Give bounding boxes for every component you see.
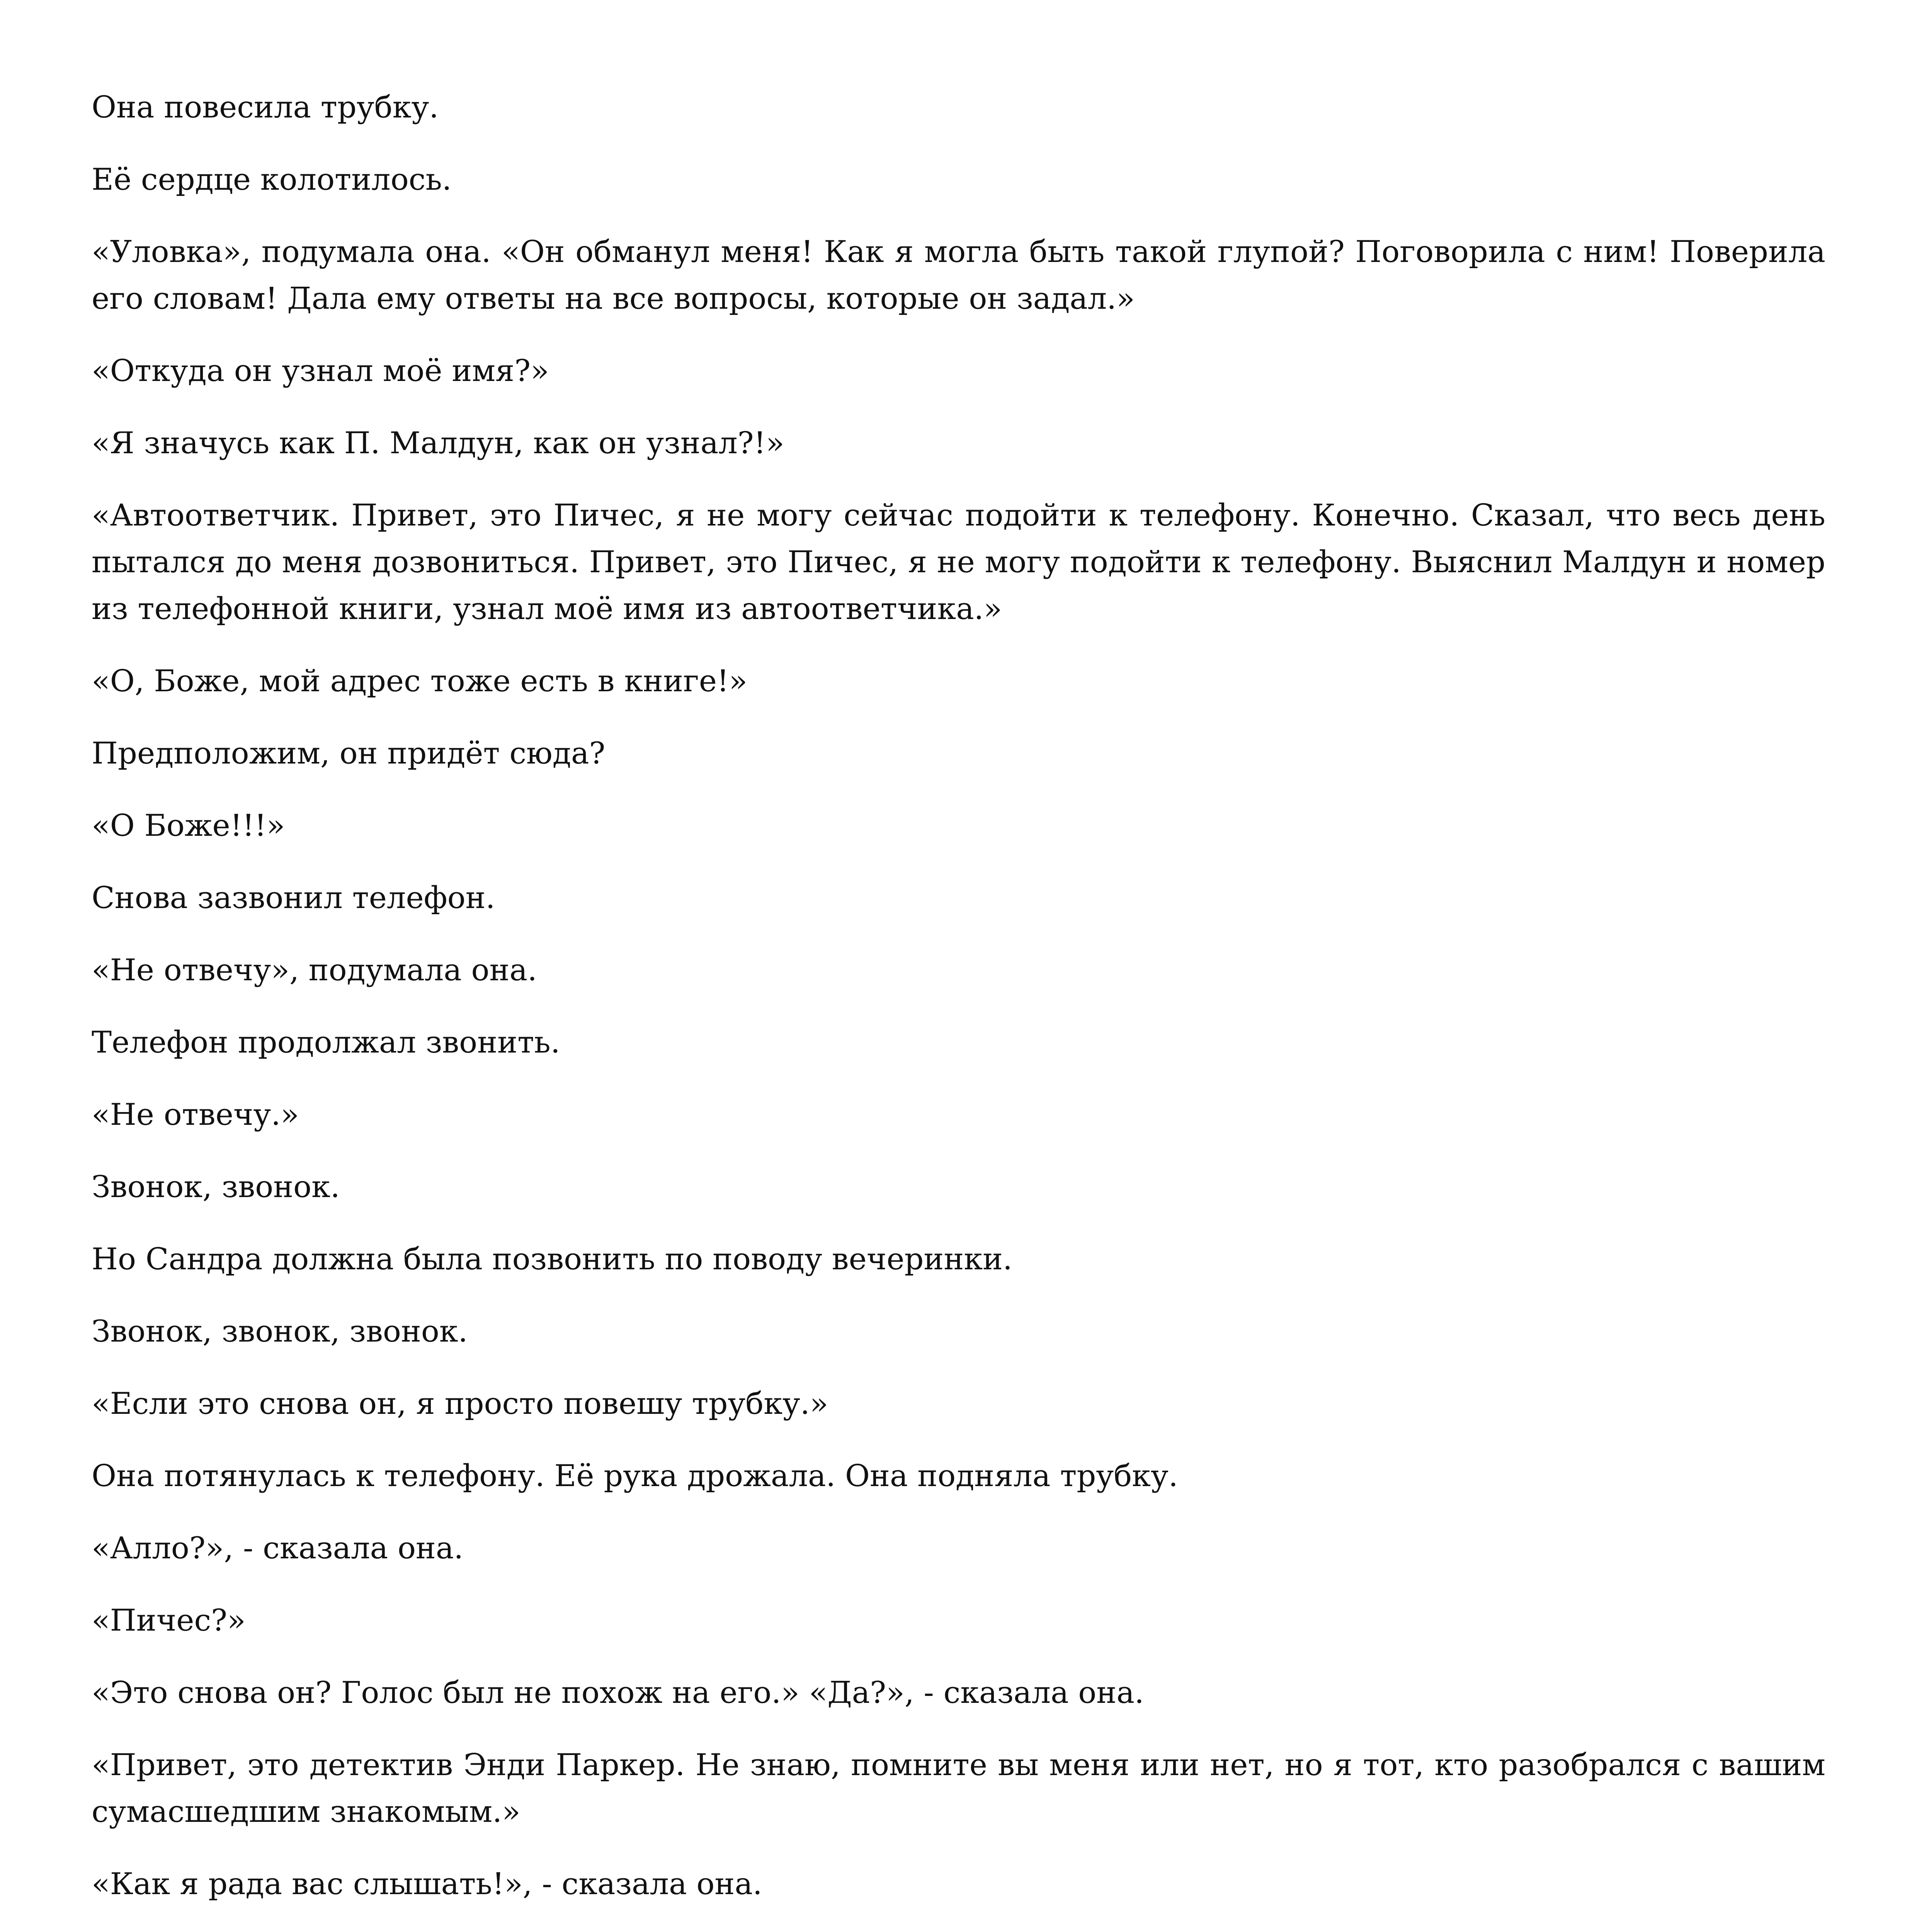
paragraph-17: «Если это снова он, я просто повешу трубку.» [92, 1386, 828, 1421]
paragraph-13: «Не отвечу.» [92, 1097, 299, 1132]
paragraph-9: «О Боже!!!» [92, 808, 285, 843]
paragraph-22: «Привет, это детектив Энди Паркер. Не знаю, помните вы меня или нет, но я тот, кто разобрался с вашим сумасшедшим знакомым.» [92, 1748, 1825, 1829]
paragraph-2: Её сердце колотилось. [92, 162, 452, 197]
paragraph-3: «Уловка», подумала она. «Он обманул меня! Как я могла быть такой глупой? Поговорила с ним! Поверила его словам! Дала ему ответы на все вопросы, которые он задал.» [92, 235, 1825, 316]
paragraph-23: «Как я рада вас слышать!», - сказала она. [92, 1867, 762, 1901]
paragraph-18: Она потянулась к телефону. Её рука дрожала. Она подняла трубку. [92, 1459, 1178, 1493]
paragraph-10: Снова зазвонил телефон. [92, 881, 495, 915]
paragraph-19: «Алло?», - сказала она. [92, 1531, 464, 1566]
document-page [92, 0, 1825, 1932]
paragraph-11: «Не отвечу», подумала она. [92, 953, 537, 988]
paragraph-5: «Я значусь как П. Малдун, как он узнал?!» [92, 426, 784, 461]
paragraph-20: «Пичес?» [92, 1603, 246, 1638]
paragraph-6: «Автоответчик. Привет, это Пичес, я не могу сейчас подойти к телефону. Конечно. Сказал, что весь день пытался до меня дозвониться. Привет, это Пичес, я не могу подойти к телефону. Выяснил Малдун и номер из телефонной книги, узнал моё имя из автоответчика.» [92, 498, 1825, 626]
paragraph-16: Звонок, звонок, звонок. [92, 1314, 468, 1349]
paragraph-4: «Откуда он узнал моё имя?» [92, 354, 549, 388]
paragraph-21: «Это снова он? Голос был не похож на его.» «Да?», - сказала она. [92, 1675, 1144, 1710]
paragraph-14: Звонок, звонок. [92, 1170, 340, 1204]
paragraph-7: «О, Боже, мой адрес тоже есть в книге!» [92, 664, 748, 699]
paragraph-15: Но Сандра должна была позвонить по поводу вечеринки. [92, 1242, 1012, 1277]
paragraph-1: Она повесила трубку. [92, 90, 439, 125]
paragraph-12: Телефон продолжал звонить. [92, 1025, 560, 1060]
paragraph-8: Предположим, он придёт сюда? [92, 736, 606, 771]
